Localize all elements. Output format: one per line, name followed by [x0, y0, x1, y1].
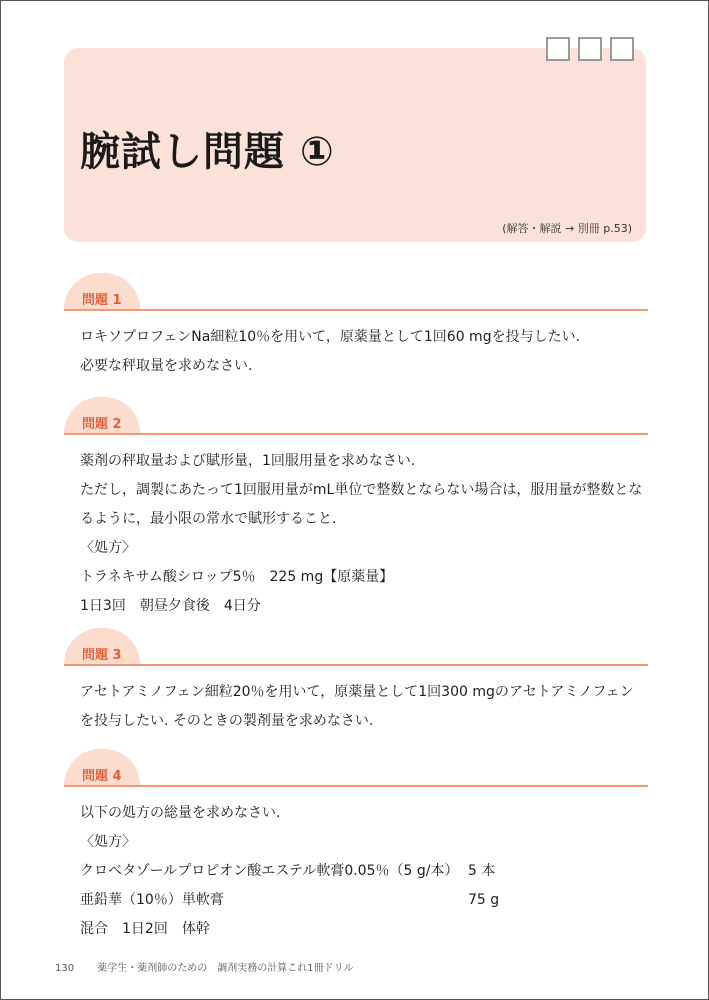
- problem-label: 問題 4: [82, 769, 122, 784]
- drug-quantity: 5 本: [468, 863, 496, 879]
- prescription-heading: 〈処方〉: [80, 540, 136, 556]
- problem-label: 問題 2: [82, 417, 122, 432]
- problem-label: 問題 3: [82, 648, 122, 663]
- section-divider: [64, 433, 648, 435]
- prescription-row: [80, 857, 640, 886]
- section-divider: [64, 309, 648, 311]
- page-footer: [55, 959, 354, 974]
- drug-quantity: 75 g: [468, 892, 500, 908]
- problem-body: [80, 799, 640, 944]
- problem-text-line: 必要な秤取量を求めなさい.: [80, 358, 253, 374]
- check-boxes: [546, 37, 634, 61]
- page-number: 130: [55, 963, 75, 974]
- prescription-usage: 混合 1日2回 体幹: [80, 921, 210, 937]
- problem-tab: [64, 273, 140, 309]
- section-divider: [64, 785, 648, 787]
- problem-text-line: 薬剤の秤取量および賦形量，1回服用量を求めなさい.: [80, 453, 416, 469]
- problem-text-line: ただし，調製にあたって1回服用量がmL単位で整数とならない場合は，服用量が整数とな: [80, 482, 643, 498]
- problem-tab: [64, 749, 140, 785]
- prescription-line: トラネキサム酸シロップ5％ 225 mg【原薬量】: [80, 569, 394, 585]
- problem-body: [80, 678, 640, 736]
- checkbox[interactable]: [546, 37, 570, 61]
- drug-name: 亜鉛華（10％）単軟膏: [80, 892, 224, 908]
- problem-text-line: 以下の処方の総量を求めなさい.: [80, 805, 281, 821]
- problem-body: [80, 447, 643, 621]
- problem-text-line: るように，最小限の常水で賦形すること.: [80, 511, 337, 527]
- problem-text-line: ロキソプロフェンNa細粒10％を用いて，原薬量として1回60 mgを投与したい.: [80, 329, 581, 345]
- prescription-heading: 〈処方〉: [80, 834, 136, 850]
- problem-text-line: を投与したい. そのときの製剤量を求めなさい.: [80, 713, 374, 729]
- page-title: 腕試し問題 ①: [80, 129, 335, 175]
- problem-label: 問題 1: [82, 293, 122, 308]
- drug-name: クロベタゾールプロピオン酸エステル軟膏0.05％（5 g/本）: [80, 863, 459, 879]
- problem-body: [80, 323, 640, 381]
- checkbox[interactable]: [578, 37, 602, 61]
- problem-tab: [64, 628, 140, 664]
- problem-tab: [64, 397, 140, 433]
- problem-text-line: アセトアミノフェン細粒20％を用いて，原薬量として1回300 mgのアセトアミノフェン: [80, 684, 634, 700]
- prescription-line: 1日3回 朝昼夕食後 4日分: [80, 598, 261, 614]
- book-title: 薬学生・薬剤師のための 調剤実務の計算これ1冊ドリル: [97, 963, 354, 974]
- answer-reference: (解答・解説 → 別冊 p.53): [502, 222, 632, 235]
- checkbox[interactable]: [610, 37, 634, 61]
- prescription-row: [80, 886, 640, 915]
- section-divider: [64, 664, 648, 666]
- title-banner: [64, 48, 646, 242]
